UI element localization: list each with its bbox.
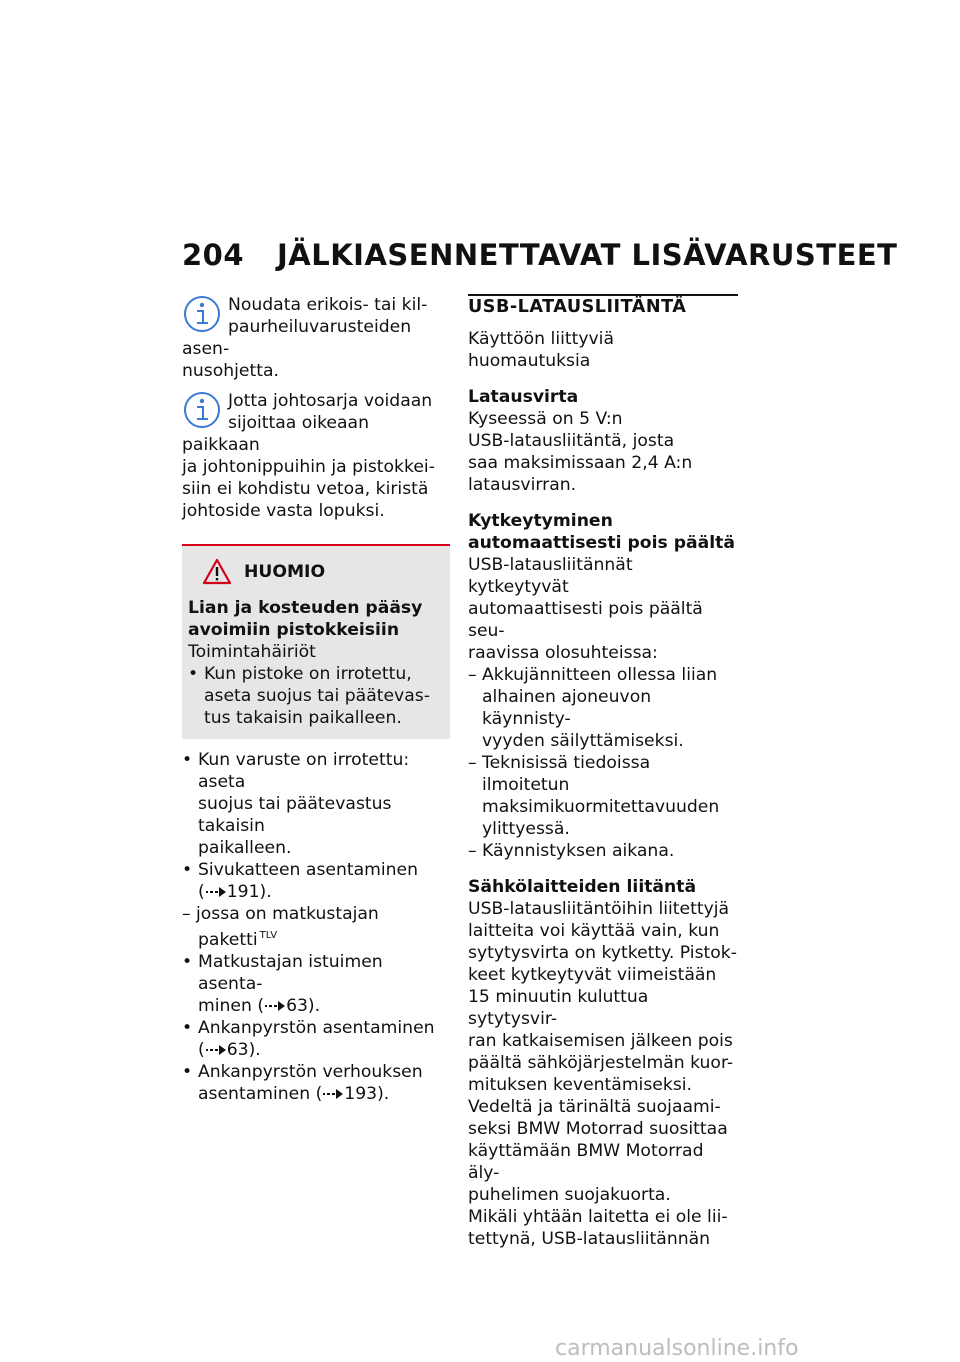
text-line: 15 minuutin kuluttua sytytysvir-	[468, 987, 649, 1029]
info-icon	[182, 294, 226, 338]
tlv-superscript: TLV	[259, 930, 278, 941]
info-icon	[182, 390, 226, 434]
list-item: – Käynnistyksen aikana.	[468, 841, 675, 861]
text-line: USB-latausliitäntä, josta	[468, 431, 675, 451]
list-item: • Ankanpyrstön verhouksen asentaminen ( 193).	[182, 1062, 423, 1104]
warning-bullet: • Kun pistoke on irrotettu, aseta suojus tai päätevas- tus takaisin paikalleen.	[188, 664, 430, 728]
page-reference-arrow-icon	[205, 886, 227, 898]
warning-header	[188, 558, 442, 585]
list-item: • Ankanpyrstön asentaminen ( 63).	[182, 1018, 435, 1060]
subsection-title: Kytkeytyminen	[468, 511, 613, 531]
text-line: laitteita voi käyttää vain, kun	[468, 921, 720, 941]
note-line: ja johtonippuihin ja pistokkei-	[182, 457, 435, 477]
text-line: keet kytkeytyvät viimeistään	[468, 965, 717, 985]
warning-text: Toimintahäiriöt	[188, 642, 316, 662]
page-number: 204	[182, 238, 245, 272]
text-line: puhelimen suojakuorta.	[468, 1185, 671, 1205]
page-reference-arrow-icon	[205, 1044, 227, 1056]
text-line: tettynä, USB-latausliitännän	[468, 1229, 711, 1249]
subsection-title: Latausvirta	[468, 387, 579, 407]
page-header	[182, 238, 897, 272]
page-reference[interactable]: 63).	[286, 996, 321, 1016]
text-line: Vedeltä ja tärinältä suojaami-	[468, 1097, 721, 1117]
subsection-title: Sähkölaitteiden liitäntä	[468, 877, 697, 897]
list-item: • Matkustajan istuimen asenta- minen ( 63).	[182, 952, 383, 1016]
page-reference-arrow-icon	[322, 1088, 344, 1100]
warning-box	[182, 544, 450, 739]
list-item: – Akkujännitteen ollessa liian alhainen ajoneuvon käynnisty- vyyden säilyttämiseksi.	[468, 665, 718, 751]
text-line: USB-latausliitännät kytkeytyvät	[468, 555, 633, 597]
warning-heading: avoimiin pistokkeisiin	[188, 620, 400, 640]
text-line: Kyseessä on 5 V:n	[468, 409, 623, 429]
text-line: USB-latausliitäntöihin liitettyjä	[468, 899, 730, 919]
right-column	[468, 294, 738, 1250]
text-line: raavissa olosuhteissa:	[468, 643, 658, 663]
text-line: saa maksimissaan 2,4 A:n	[468, 453, 693, 473]
text-line: latausvirran.	[468, 475, 577, 495]
text-line: sytytysvirta on kytketty. Pistok-	[468, 943, 737, 963]
text-line: käyttämään BMW Motorrad äly-	[468, 1141, 704, 1183]
note-line: sijoittaa oikeaan paikkaan	[182, 413, 369, 455]
page-reference[interactable]: 193).	[344, 1084, 390, 1104]
page-title: JÄLKIASENNETTAVAT LISÄVARUSTEET	[277, 238, 898, 272]
warning-icon	[202, 558, 232, 585]
note-line: paurheiluvarusteiden asen-	[182, 317, 412, 359]
list-item: • Sivukatteen asentaminen ( 191).	[182, 860, 419, 902]
text-line: mituksen keventämiseksi.	[468, 1075, 693, 1095]
watermark: carmanualsonline.info	[555, 1336, 799, 1361]
subheading: Käyttöön liittyviä huomautuksia	[468, 329, 614, 371]
warning-heading: Lian ja kosteuden pääsy	[188, 598, 423, 618]
text-line: päältä sähköjärjestelmän kuor-	[468, 1053, 734, 1073]
page-reference[interactable]: 191).	[226, 882, 272, 902]
note-line: johtoside vasta lopuksi.	[182, 501, 385, 521]
text-line: automaattisesti pois päältä seu-	[468, 599, 703, 641]
text-line: ran katkaisemisen jälkeen pois	[468, 1031, 733, 1051]
page-reference[interactable]: 63).	[226, 1040, 261, 1060]
page-reference-arrow-icon	[264, 1000, 286, 1012]
warning-title: HUOMIO	[244, 561, 326, 582]
info-note	[182, 294, 450, 382]
list-item: – Teknisissä tiedoissa ilmoitetun maksimikuormitettavuuden ylittyessä.	[468, 753, 720, 839]
subsection-title: automaattisesti pois päältä	[468, 533, 735, 553]
section-heading: USB-LATAUSLIITÄNTÄ	[468, 294, 738, 318]
info-note	[182, 390, 450, 522]
list-item: – jossa on matkustajan paketti $^{TLV}$	[182, 904, 379, 950]
text-line: Mikäli yhtään laitetta ei ole lii-	[468, 1207, 728, 1227]
note-line: nusohjetta.	[182, 361, 279, 381]
text-line: seksi BMW Motorrad suosittaa	[468, 1119, 728, 1139]
left-column	[182, 294, 450, 1105]
note-line: siin ei kohdistu vetoa, kiristä	[182, 479, 429, 499]
list-item: • Kun varuste on irrotettu: aseta suojus tai päätevastus takaisin paikalleen.	[182, 750, 410, 858]
note-line: Jotta johtosarja voidaan	[228, 391, 433, 411]
note-line: Noudata erikois- tai kil-	[228, 295, 428, 315]
